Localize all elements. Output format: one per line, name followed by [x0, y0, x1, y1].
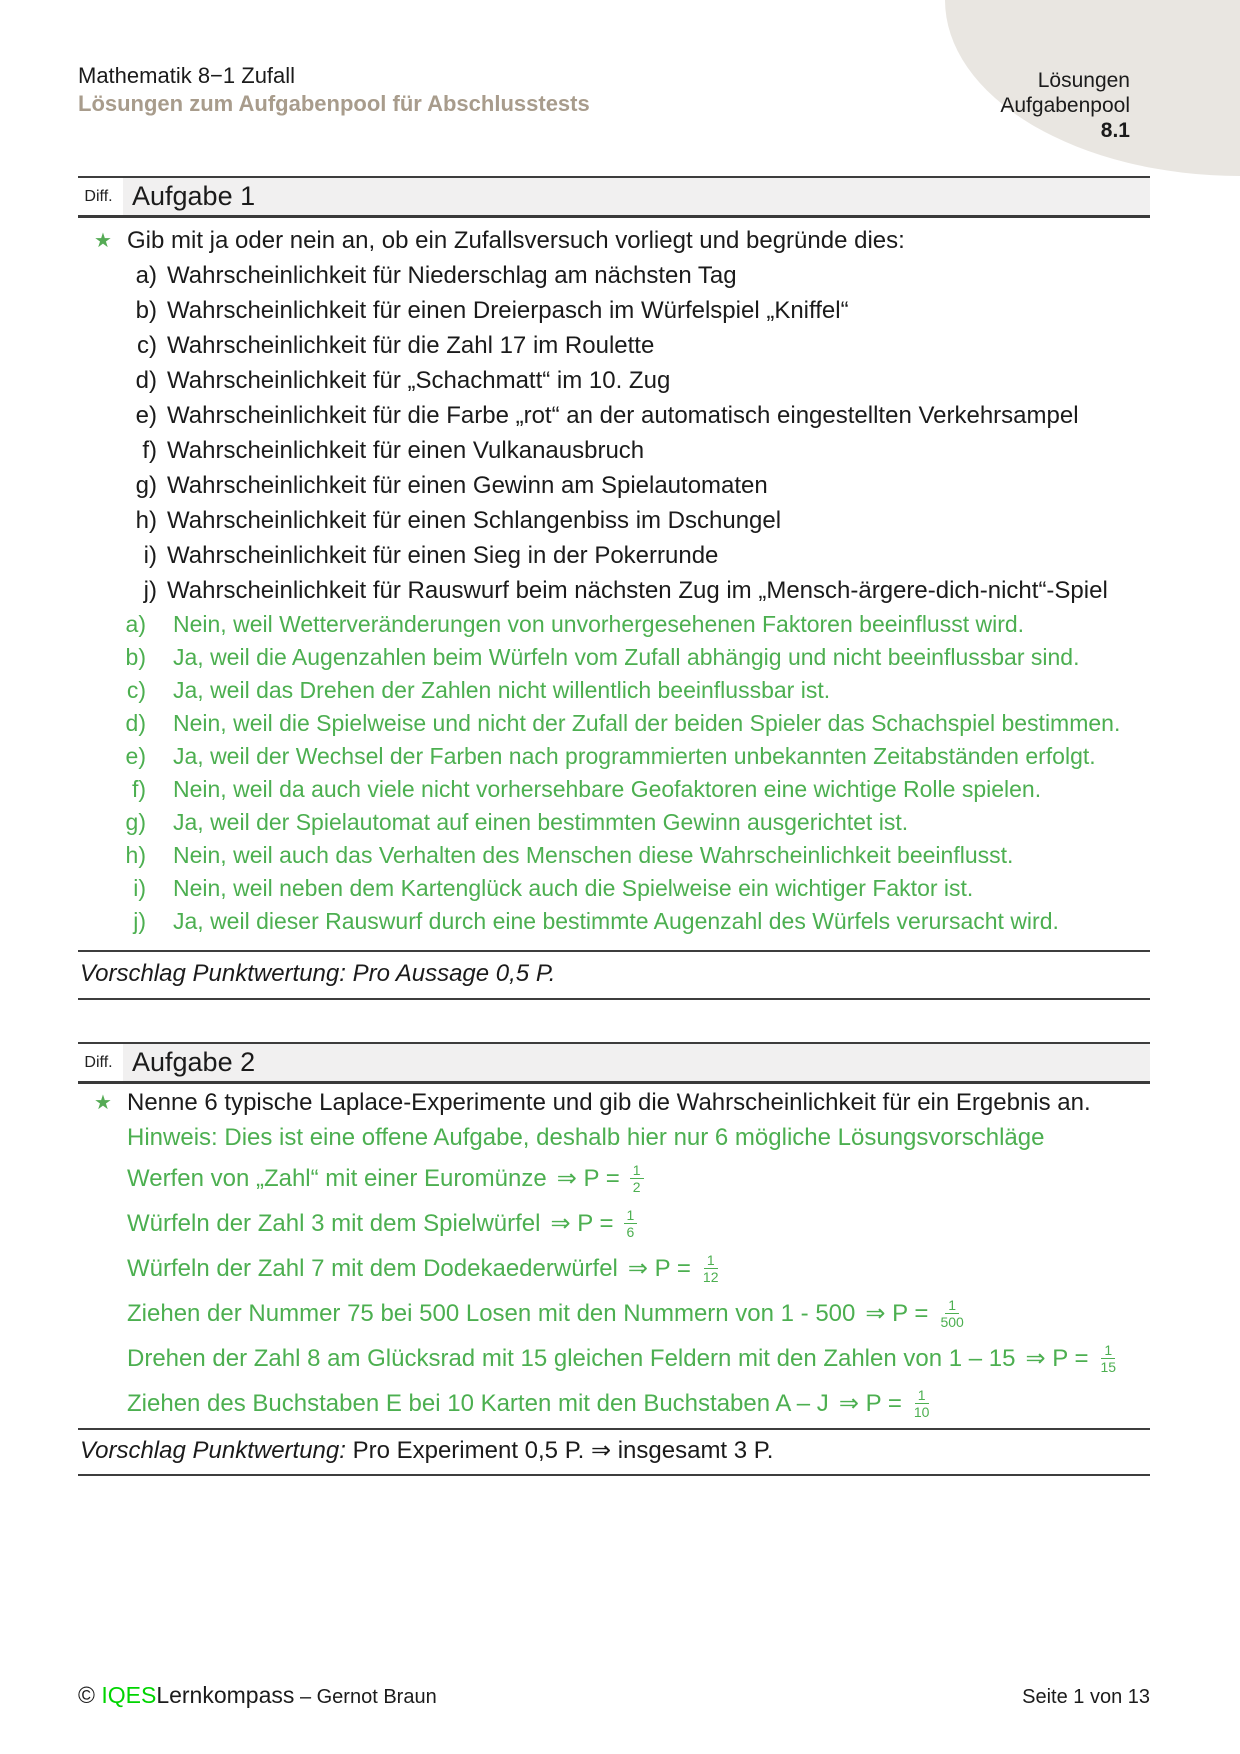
experiment-row: [127, 1381, 1150, 1426]
probability-fraction: [1099, 1342, 1119, 1375]
task1-answer-row: [78, 773, 1150, 806]
fraction-numerator: 1: [704, 1252, 718, 1269]
task2-hint: Hinweis: Dies ist eine offene Aufgabe, deshalb hier nur 6 mögliche Lösungsvorschläge: [127, 1124, 1045, 1151]
answer-text: Ja, weil der Spielautomat auf einen bestimmten Gewinn ausgerichtet ist.: [173, 809, 909, 835]
implies-arrow: ⇒ P =: [556, 1165, 620, 1192]
task1-answer-row: [78, 872, 1150, 905]
diff-label: Diff.: [78, 1044, 119, 1081]
answer-text: Nein, weil neben dem Kartenglück auch die Spielweise ein wichtiger Faktor ist.: [173, 875, 974, 901]
experiment-text: Werfen von „Zahl“ mit einer Euromünze: [127, 1164, 547, 1192]
answer-text: Nein, weil auch das Verhalten des Menschen diese Wahrscheinlichkeit beeinflusst.: [173, 842, 1014, 868]
footer-brand: [78, 1682, 437, 1709]
task1-item-row: [78, 573, 1150, 608]
item-text: Wahrscheinlichkeit für einen Dreierpasch im Würfelspiel „Kniffel“: [167, 297, 849, 324]
fraction-numerator: 1: [624, 1207, 638, 1224]
item-label: d): [135, 367, 157, 394]
probability-fraction: [912, 1387, 932, 1420]
star-icon: ★: [94, 230, 112, 252]
fraction-numerator: 1: [630, 1162, 644, 1179]
answer-label: c): [126, 677, 146, 703]
document-body: [78, 176, 1150, 1476]
item-text: Wahrscheinlichkeit für die Zahl 17 im Roulette: [167, 332, 655, 359]
scoring-text: Pro Experiment 0,5 P. ⇒ insgesamt 3 P.: [345, 1437, 774, 1464]
answer-text: Nein, weil die Spielweise und nicht der Zufall der beiden Spieler das Schachspiel bestimmen.: [173, 710, 1121, 736]
task1-item-row: [78, 293, 1150, 328]
task1-item-row: [78, 433, 1150, 468]
item-label: e): [135, 402, 157, 429]
fraction-denominator: 2: [632, 1179, 641, 1195]
experiment-text: Ziehen der Nummer 75 bei 500 Losen mit den Nummern von 1 - 500: [127, 1299, 856, 1327]
fraction-numerator: 1: [1101, 1342, 1115, 1359]
experiment-row: [127, 1201, 1150, 1246]
page-header: [78, 62, 590, 118]
page-number: Seite 1 von 13: [1022, 1686, 1150, 1708]
item-text: Wahrscheinlichkeit für Rauswurf beim nächsten Zug im „Mensch-ärgere-dich-nicht“-Spiel: [167, 577, 1108, 604]
fraction-denominator: 15: [1100, 1359, 1117, 1375]
task1-item-row: [78, 363, 1150, 398]
answer-label: b): [125, 644, 146, 670]
implies-arrow: ⇒ P =: [865, 1300, 929, 1327]
item-label: i): [143, 542, 157, 569]
fraction-denominator: 10: [913, 1404, 930, 1420]
task1-answer-row: [78, 740, 1150, 773]
answer-text: Ja, weil das Drehen der Zahlen nicht willentlich beeinflussbar ist.: [173, 677, 831, 703]
item-label: j): [143, 577, 157, 604]
task1-scoring-note: Vorschlag Punktwertung: Pro Aussage 0,5 P.: [78, 950, 1150, 1000]
task1-item-row: [78, 538, 1150, 573]
task2-prompt-row: [78, 1086, 1150, 1120]
task1-answer-row: [78, 608, 1150, 641]
experiment-text: Ziehen des Buchstaben E bei 10 Karten mit den Buchstaben A – J: [127, 1389, 829, 1417]
item-text: Wahrscheinlichkeit für die Farbe „rot“ an der automatisch eingestellten Verkehrsampel: [167, 402, 1079, 429]
answer-text: Ja, weil der Wechsel der Farben nach programmierten unbekannten Zeitabständen erfolgt.: [173, 743, 1096, 769]
brand-lernkompass: Lernkompass: [156, 1682, 295, 1708]
task1-answer-row: [78, 641, 1150, 674]
diff-label: Diff.: [78, 178, 119, 215]
corner-label: [1000, 68, 1130, 143]
course-title: Mathematik 8−1 Zufall: [78, 63, 296, 88]
item-text: Wahrscheinlichkeit für einen Vulkanausbruch: [167, 437, 645, 464]
answer-label: a): [125, 611, 146, 637]
answer-label: j): [133, 908, 146, 934]
footer-author: – Gernot Braun: [294, 1686, 437, 1708]
implies-arrow: ⇒ P =: [550, 1210, 614, 1237]
task1-item-row: [78, 503, 1150, 538]
task2-prompt: Nenne 6 typische Laplace-Experimente und gib die Wahrscheinlichkeit für ein Ergebnis an.: [127, 1089, 1091, 1116]
item-text: Wahrscheinlichkeit für einen Schlangenbiss im Dschungel: [167, 507, 782, 534]
answer-label: e): [125, 743, 146, 769]
answer-label: h): [125, 842, 146, 868]
answer-label: d): [125, 710, 146, 736]
experiment-row: [127, 1291, 1150, 1336]
probability-fraction: [701, 1252, 721, 1285]
implies-arrow: ⇒ P =: [627, 1255, 691, 1282]
implies-arrow: ⇒ P =: [838, 1390, 902, 1417]
fraction-numerator: 1: [945, 1297, 959, 1314]
experiment-text: Drehen der Zahl 8 am Glücksrad mit 15 gleichen Feldern mit den Zahlen von 1 – 15: [127, 1344, 1016, 1372]
item-text: Wahrscheinlichkeit für Niederschlag am nächsten Tag: [167, 262, 737, 289]
corner-label-line1: Lösungen: [1037, 69, 1130, 92]
answer-label: f): [131, 776, 146, 802]
item-label: f): [142, 437, 157, 464]
brand-iqes: IQES: [101, 1682, 157, 1708]
fraction-denominator: 500: [940, 1314, 964, 1330]
fraction-denominator: 6: [626, 1224, 635, 1240]
scoring-label: Vorschlag Punktwertung:: [80, 1437, 346, 1464]
corner-label-section-number: 8.1: [1100, 119, 1130, 142]
star-icon: ★: [94, 1092, 112, 1114]
document-subtitle: Lösungen zum Aufgabenpool für Abschlusstests: [78, 91, 590, 116]
copyright-icon: ©: [78, 1682, 102, 1708]
task2-scoring-note: [78, 1428, 1150, 1476]
implies-arrow: ⇒ P =: [1025, 1345, 1089, 1372]
item-text: Wahrscheinlichkeit für einen Sieg in der Pokerrunde: [167, 542, 719, 569]
item-text: Wahrscheinlichkeit für „Schachmatt“ im 10. Zug: [167, 367, 671, 394]
experiment-text: Würfeln der Zahl 7 mit dem Dodekaederwürfel: [127, 1254, 618, 1282]
task1-title: Aufgabe 1: [123, 178, 1150, 215]
task1-header-bar: [78, 176, 1150, 218]
task1-item-row: [78, 328, 1150, 363]
task1-answer-row: [78, 839, 1150, 872]
probability-fraction: [624, 1207, 638, 1240]
item-label: h): [135, 507, 157, 534]
answer-label: i): [133, 875, 146, 901]
fraction-denominator: 12: [702, 1269, 719, 1285]
experiment-text: Würfeln der Zahl 3 mit dem Spielwürfel: [127, 1209, 541, 1237]
answer-text: Ja, weil die Augenzahlen beim Würfeln vom Zufall abhängig und nicht beeinflussbar sind.: [173, 644, 1080, 670]
item-label: g): [135, 472, 157, 499]
task1-item-row: [78, 398, 1150, 433]
task1-answer-row: [78, 905, 1150, 938]
task1-item-row: [78, 468, 1150, 503]
item-label: c): [137, 332, 157, 359]
task1-answer-row: [78, 674, 1150, 707]
experiment-row: [127, 1246, 1150, 1291]
task1-prompt: Gib mit ja oder nein an, ob ein Zufallsversuch vorliegt und begründe dies:: [127, 227, 905, 254]
corner-label-line2: Aufgabenpool: [1000, 94, 1130, 117]
item-label: b): [135, 297, 157, 324]
probability-fraction: [938, 1297, 965, 1330]
task1-answer-row: [78, 806, 1150, 839]
answer-label: g): [125, 809, 146, 835]
fraction-numerator: 1: [915, 1387, 929, 1404]
task1-prompt-row: [78, 224, 1150, 258]
answer-text: Ja, weil dieser Rauswurf durch eine bestimmte Augenzahl des Würfels verursacht wird.: [173, 908, 1059, 934]
page-footer: [78, 1682, 1150, 1709]
probability-fraction: [630, 1162, 644, 1195]
task2-title: Aufgabe 2: [123, 1044, 1150, 1081]
answer-text: Nein, weil Wetterveränderungen von unvorhergesehenen Faktoren beeinflusst wird.: [173, 611, 1025, 637]
task1-answer-row: [78, 707, 1150, 740]
task1-item-row: [78, 258, 1150, 293]
answer-text: Nein, weil da auch viele nicht vorhersehbare Geofaktoren eine wichtige Rolle spielen.: [173, 776, 1042, 802]
task2-header-bar: [78, 1042, 1150, 1084]
experiment-row: [127, 1156, 1150, 1201]
item-text: Wahrscheinlichkeit für einen Gewinn am Spielautomaten: [167, 472, 768, 499]
item-label: a): [135, 262, 157, 289]
experiment-row: [127, 1336, 1150, 1381]
